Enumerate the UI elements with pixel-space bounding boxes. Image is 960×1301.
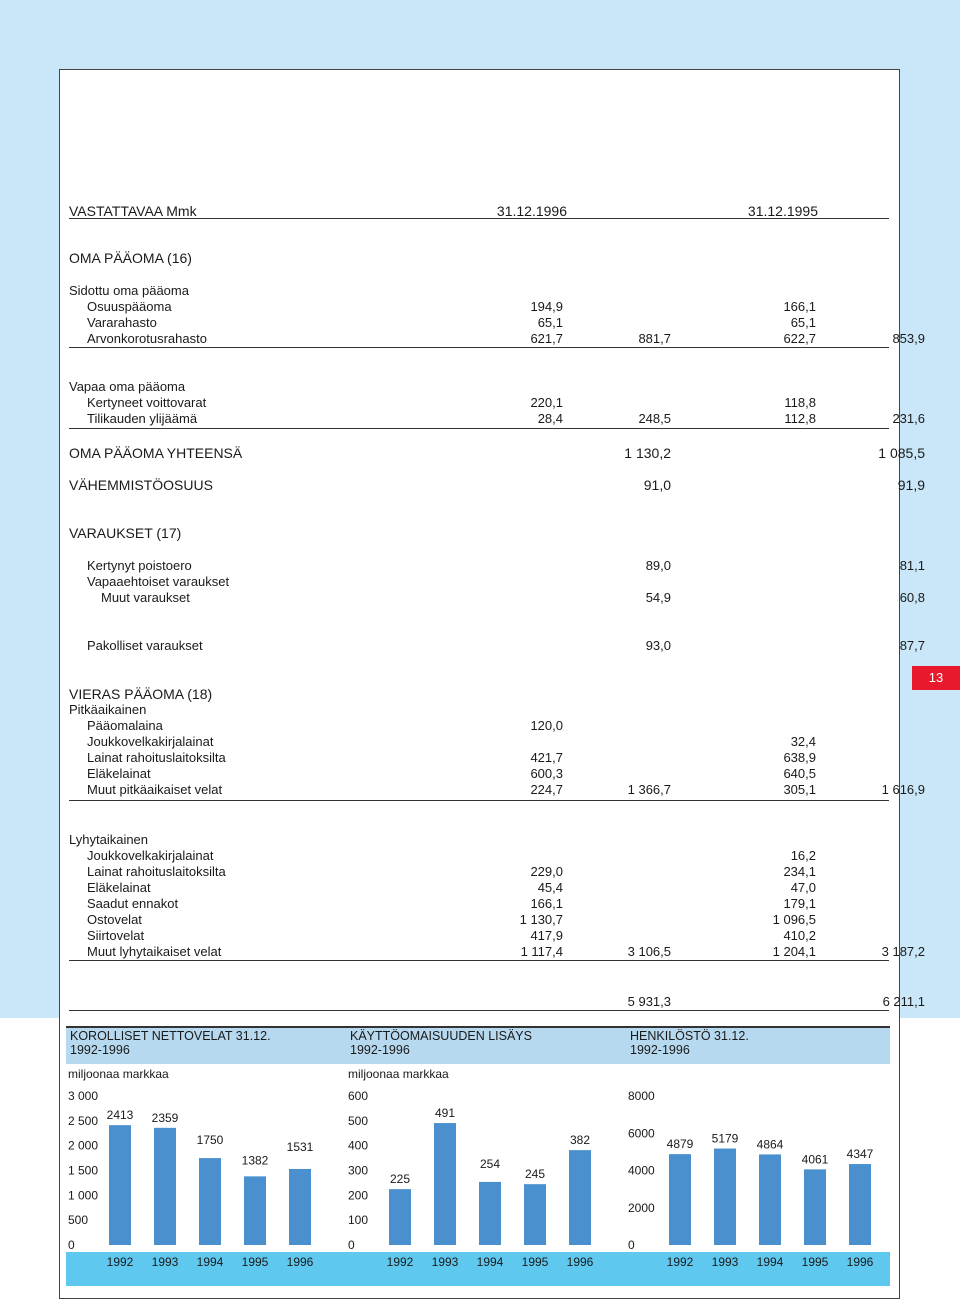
chart-title: KÄYTTÖOMAISUUDEN LISÄYS — [350, 1029, 532, 1043]
bar — [569, 1150, 591, 1245]
table-row — [69, 411, 925, 427]
row-value-v3: 112,8 — [784, 411, 816, 426]
row-value-v3: 410,2 — [783, 928, 816, 943]
x-tick-label: 1992 — [386, 1255, 414, 1269]
y-tick-label: 0 — [68, 1238, 75, 1252]
table-row — [69, 477, 925, 493]
row-value-v3: 305,1 — [783, 782, 816, 797]
x-tick-label: 1994 — [196, 1255, 224, 1269]
row-value-v4: 1 085,5 — [878, 445, 925, 461]
bar-value-label: 2413 — [106, 1108, 134, 1123]
table-title: VASTATTAVAA Mmk — [69, 203, 197, 219]
row-value-v3: 65,1 — [790, 315, 816, 330]
x-tick-label: 1995 — [241, 1255, 269, 1269]
table-row — [69, 558, 925, 574]
y-tick-label: 2 500 — [68, 1113, 99, 1128]
row-value-v1: 28,4 — [537, 411, 563, 426]
header-1996: 31.12.1996 — [496, 203, 567, 219]
chart-unit-label: miljoonaa markkaa — [68, 1067, 169, 1081]
row-value-v3: 16,2 — [790, 848, 816, 863]
table-row — [69, 250, 889, 266]
row-label: Siirtovelat — [87, 928, 145, 943]
y-tick-label: 300 — [348, 1163, 369, 1178]
row-value-v3: 118,8 — [784, 395, 816, 410]
row-value-v1: 229,0 — [530, 864, 563, 879]
x-tick-label: 1995 — [521, 1255, 549, 1269]
row-value-v2: 91,0 — [643, 477, 671, 493]
bar-value-label: 254 — [479, 1156, 501, 1171]
table-row — [69, 832, 889, 848]
row-label: Pääomalaina — [87, 718, 163, 733]
row-label: Vapaaehtoiset varaukset — [87, 574, 230, 589]
row-value-v2: 248,5 — [638, 411, 671, 426]
y-tick-label: 200 — [348, 1188, 369, 1203]
table-row — [69, 686, 889, 702]
row-value-v2: 54,9 — [645, 590, 671, 605]
row-value-v1: 621,7 — [530, 331, 563, 346]
bar — [669, 1154, 691, 1245]
table-row — [69, 315, 889, 331]
y-tick-label: 2 000 — [68, 1138, 99, 1153]
bar-value-label: 491 — [434, 1106, 456, 1121]
charts-section — [66, 1026, 890, 1291]
section-rule — [69, 1010, 889, 1011]
row-value-v4: 87,7 — [899, 638, 925, 653]
table-row — [69, 299, 889, 315]
row-value-v1: 600,3 — [530, 766, 563, 781]
row-label: Kertynyt poistoero — [87, 558, 192, 573]
bar — [759, 1154, 781, 1245]
bar-value-label: 4879 — [666, 1137, 694, 1152]
row-value-v2: 881,7 — [638, 331, 671, 346]
row-label: VIERAS PÄÄOMA (18) — [69, 686, 213, 702]
y-tick-label: 2000 — [628, 1200, 655, 1215]
y-tick-label: 400 — [348, 1138, 369, 1153]
y-tick-label: 4000 — [628, 1163, 655, 1178]
table-row — [69, 395, 889, 411]
bar — [849, 1164, 871, 1245]
row-label: Osuuspääoma — [87, 299, 172, 314]
row-value-v3: 640,5 — [783, 766, 816, 781]
bar-value-label: 225 — [389, 1172, 411, 1187]
header-rule — [69, 218, 889, 219]
row-value-v3: 622,7 — [783, 331, 816, 346]
section-rule — [69, 347, 889, 348]
row-value-v4: 231,6 — [892, 411, 925, 426]
bar — [389, 1189, 411, 1245]
x-tick-label: 1993 — [151, 1255, 179, 1269]
bar-value-label: 4864 — [756, 1137, 784, 1152]
bar-value-label: 245 — [524, 1167, 546, 1182]
bar — [244, 1176, 266, 1245]
table-row — [69, 944, 925, 960]
row-label: Saadut ennakot — [87, 896, 179, 911]
row-value-v3: 1 096,5 — [772, 912, 816, 927]
bar — [434, 1123, 456, 1245]
x-tick-label: 1996 — [846, 1255, 874, 1269]
row-label: Arvonkorotusrahasto — [87, 331, 207, 346]
row-label: Ostovelat — [87, 912, 142, 927]
table-row — [69, 379, 889, 395]
bar-value-label: 1531 — [286, 1139, 314, 1154]
x-tick-label: 1995 — [801, 1255, 829, 1269]
y-tick-label: 1 500 — [68, 1163, 99, 1178]
row-label: Joukkovelkakirjalainat — [87, 734, 214, 749]
x-tick-label: 1996 — [566, 1255, 594, 1269]
row-value-v4: 60,8 — [899, 590, 925, 605]
section-rule — [69, 960, 889, 961]
row-label: Lyhytaikainen — [69, 832, 149, 847]
bar-value-label: 1382 — [241, 1153, 269, 1168]
row-value-v4: 91,9 — [897, 477, 925, 493]
bar — [289, 1169, 311, 1245]
table-header — [69, 203, 889, 219]
x-tick-label: 1993 — [711, 1255, 739, 1269]
bar-value-label: 2359 — [151, 1110, 179, 1125]
row-value-v1: 120,0 — [530, 718, 563, 733]
x-tick-label: 1993 — [431, 1255, 459, 1269]
table-row — [69, 638, 925, 654]
table-row — [69, 912, 889, 928]
bar — [524, 1184, 546, 1245]
row-value-v1: 224,7 — [530, 782, 563, 797]
row-value-v2: 3 106,5 — [627, 944, 671, 959]
table-row — [69, 445, 925, 461]
table-row — [69, 864, 889, 880]
table-row — [69, 848, 889, 864]
row-value-v2: 1 366,7 — [627, 782, 671, 797]
table-row — [69, 766, 889, 782]
row-label: Vapaa oma pääoma — [69, 379, 186, 394]
row-value-v2: 5 931,3 — [627, 994, 671, 1009]
table-row — [69, 574, 889, 590]
row-label: Kertyneet voittovarat — [87, 395, 207, 410]
header-1995: 31.12.1995 — [747, 203, 818, 219]
row-value-v4: 853,9 — [892, 331, 925, 346]
x-tick-label: 1992 — [106, 1255, 134, 1269]
row-value-v2: 93,0 — [645, 638, 671, 653]
row-value-v1: 1 117,4 — [520, 944, 563, 959]
chart-subtitle: 1992-1996 — [630, 1043, 690, 1057]
row-value-v4: 6 211,1 — [882, 994, 925, 1009]
section-rule — [69, 800, 889, 801]
table-row — [69, 283, 889, 299]
y-tick-label: 600 — [348, 1089, 369, 1103]
table-row — [69, 718, 889, 734]
row-label: Lainat rahoituslaitoksilta — [87, 750, 226, 765]
row-label: Tilikauden ylijäämä — [87, 411, 198, 426]
x-tick-label: 1994 — [476, 1255, 504, 1269]
row-label: Eläkelainat — [87, 766, 151, 781]
row-label: Muut varaukset — [101, 590, 190, 605]
row-value-v2: 89,0 — [645, 558, 671, 573]
bar — [109, 1125, 131, 1245]
bar-charts — [66, 1026, 890, 1291]
table-row — [69, 525, 889, 541]
chart-title: KOROLLISET NETTOVELAT 31.12. — [70, 1029, 271, 1043]
table-row — [69, 994, 925, 1010]
row-value-v1: 417,9 — [530, 928, 563, 943]
bar-value-label: 5179 — [711, 1131, 739, 1146]
row-label: Pakolliset varaukset — [87, 638, 203, 653]
x-tick-label: 1996 — [286, 1255, 314, 1269]
y-tick-label: 8000 — [628, 1089, 655, 1103]
row-value-v3: 32,4 — [790, 734, 816, 749]
row-value-v1: 45,4 — [537, 880, 563, 895]
table-row — [69, 331, 925, 347]
row-label: OMA PÄÄOMA (16) — [69, 250, 192, 266]
bar-value-label: 4061 — [801, 1152, 829, 1167]
page-number-tab: 13 — [912, 666, 960, 690]
row-label: Sidottu oma pääoma — [69, 283, 189, 298]
row-value-v3: 1 204,1 — [772, 944, 816, 959]
bar — [479, 1182, 501, 1245]
row-label: OMA PÄÄOMA YHTEENSÄ — [69, 445, 243, 461]
bar — [804, 1169, 826, 1245]
bar — [714, 1149, 736, 1245]
row-label: Joukkovelkakirjalainat — [87, 848, 214, 863]
table-row — [69, 702, 889, 718]
table-row — [69, 750, 889, 766]
row-label: Vararahasto — [87, 315, 157, 330]
row-value-v1: 220,1 — [530, 395, 563, 410]
row-value-v1: 166,1 — [530, 896, 563, 911]
bar — [199, 1158, 221, 1245]
row-value-v4: 3 187,2 — [881, 944, 925, 959]
table-row — [69, 590, 925, 606]
row-value-v1: 65,1 — [537, 315, 563, 330]
table-row — [69, 734, 889, 750]
y-tick-label: 0 — [348, 1238, 355, 1252]
y-tick-label: 6000 — [628, 1126, 655, 1141]
row-label: Lainat rahoituslaitoksilta — [87, 864, 226, 879]
y-tick-label: 100 — [348, 1213, 369, 1228]
row-value-v4: 81,1 — [899, 558, 925, 573]
row-value-v1: 194,9 — [530, 299, 563, 314]
row-label: Muut lyhytaikaiset velat — [87, 944, 222, 959]
bar — [154, 1128, 176, 1245]
row-label: Pitkäaikainen — [69, 702, 147, 717]
row-label: VÄHEMMISTÖOSUUS — [69, 477, 213, 493]
x-tick-label: 1992 — [666, 1255, 694, 1269]
y-tick-label: 500 — [68, 1213, 89, 1228]
y-tick-label: 3 000 — [68, 1089, 99, 1103]
row-value-v3: 179,1 — [783, 896, 816, 911]
chart-unit-label: miljoonaa markkaa — [348, 1067, 449, 1081]
bar-value-label: 4347 — [846, 1147, 874, 1162]
y-tick-label: 500 — [348, 1113, 369, 1128]
bar-value-label: 1750 — [196, 1133, 224, 1148]
row-value-v3: 166,1 — [783, 299, 816, 314]
y-tick-label: 1 000 — [68, 1188, 99, 1203]
table-row — [69, 896, 889, 912]
row-value-v3: 638,9 — [783, 750, 816, 765]
section-rule — [69, 428, 889, 429]
chart-subtitle: 1992-1996 — [70, 1043, 130, 1057]
table-row — [69, 782, 925, 798]
table-row — [69, 928, 889, 944]
row-value-v1: 421,7 — [530, 750, 563, 765]
x-tick-label: 1994 — [756, 1255, 784, 1269]
row-value-v1: 1 130,7 — [519, 912, 563, 927]
chart-title: HENKILÖSTÖ 31.12. — [630, 1029, 749, 1043]
row-label: Eläkelainat — [87, 880, 151, 895]
y-tick-label: 0 — [628, 1238, 635, 1252]
bar-value-label: 382 — [569, 1133, 591, 1148]
chart-subtitle: 1992-1996 — [350, 1043, 410, 1057]
row-value-v4: 1 616,9 — [881, 782, 925, 797]
row-value-v3: 234,1 — [783, 864, 816, 879]
row-value-v3: 47,0 — [790, 880, 816, 895]
table-row — [69, 880, 889, 896]
row-label: Muut pitkäaikaiset velat — [87, 782, 223, 797]
row-label: VARAUKSET (17) — [69, 525, 182, 541]
row-value-v2: 1 130,2 — [624, 445, 671, 461]
